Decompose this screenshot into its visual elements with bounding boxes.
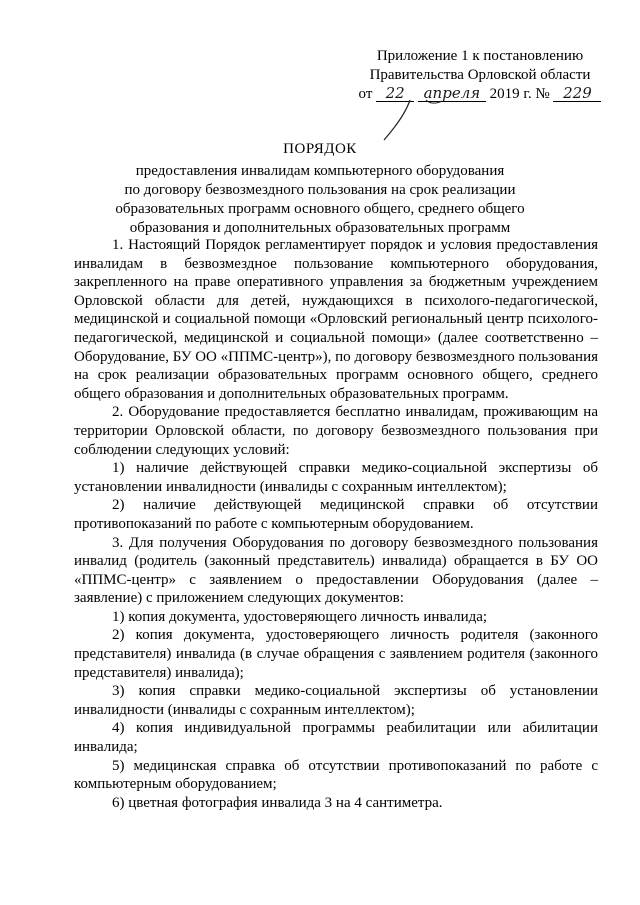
document-body bbox=[74, 236, 598, 812]
from-label: от bbox=[358, 86, 373, 102]
subtitle-line: предоставления инвалидам компьютерного оборудования bbox=[135, 163, 505, 179]
document-item-5: 5) медицинская справка об отсутствии противопоказаний по работе с компьютерным оборудованием; bbox=[74, 757, 598, 793]
appendix-date-line bbox=[330, 85, 630, 104]
document-item-4: 4) копия индивидуальной программы реабилитации или абилитации инвалида; bbox=[74, 720, 598, 756]
appendix-header bbox=[330, 47, 630, 104]
condition-item-1: 1) наличие действующей справки медико-социальной экспертизы об установлении инвалидности (инвалиды с сохранным интеллектом); bbox=[74, 460, 598, 495]
condition-item-2: 2) наличие действующей медицинской справки об отсутствии противопоказаний по работе с компьютерным оборудованием. bbox=[74, 497, 598, 532]
year-label: 2019 г. № bbox=[489, 86, 550, 102]
document-item-2: 2) копия документа, удостоверяющего личность родителя (законного представителя) инвалида (в случае обращения с заявлением родителя (законного представителя) инвалида); bbox=[74, 627, 598, 681]
pen-stroke-mark bbox=[380, 98, 470, 143]
handwritten-date-month: апреля bbox=[418, 85, 486, 102]
document-title-block bbox=[60, 140, 580, 238]
paragraph-1: 1. Настоящий Порядок регламентирует порядок и условия предоставления инвалидам в безвозмездное пользование компьютерного оборудования, закрепленного на праве оперативного управления за бюджетным учреждением Орловской области для детей, нуждающихся в психолого-педагогической, медицинской и социальной помощи «Орловский региональный центр психолого-педагогической, медицинской и социальной помощи» (далее соответственно – Оборудование, БУ ОО «ППМС-центр»), по договору безвозмездного пользования на срок реализации образовательных программ основного общего, среднего общего образования и дополнительных образовательных программ. bbox=[74, 237, 598, 402]
subtitle-line: образования и дополнительных образовательных программ bbox=[129, 220, 511, 236]
paragraph-2: 2. Оборудование предоставляется бесплатно инвалидам, проживающим на территории Орловской области, по договору безвозмездного пользования при соблюдении следующих условий: bbox=[74, 404, 598, 458]
subtitle-line: по договору безвозмездного пользования на срок реализации bbox=[124, 182, 516, 198]
appendix-line-2: Правительства Орловской области bbox=[369, 67, 591, 83]
subtitle-line: образовательных программ основного общего, среднего общего bbox=[115, 201, 525, 217]
appendix-line-1: Приложение 1 к постановлению bbox=[376, 48, 584, 64]
handwritten-doc-number: 229 bbox=[553, 85, 601, 102]
document-item-6: 6) цветная фотография инвалида 3 на 4 сантиметра. bbox=[112, 794, 443, 811]
handwritten-date-day: 22 bbox=[376, 85, 414, 102]
document-title: ПОРЯДОК bbox=[283, 141, 357, 157]
paragraph-3: 3. Для получения Оборудования по договору безвозмездного пользования инвалид (родитель (законный представитель) инвалида) обращается в БУ ОО «ППМС-центр» с заявлением о предоставлении Оборудования (далее – заявление) с приложением следующих документов: bbox=[74, 534, 598, 607]
document-item-1: 1) копия документа, удостоверяющего личность инвалида; bbox=[112, 608, 488, 625]
document-item-3: 3) копия справки медико-социальной экспертизы об установлении инвалидности (инвалиды с сохранным интеллектом); bbox=[74, 683, 598, 718]
